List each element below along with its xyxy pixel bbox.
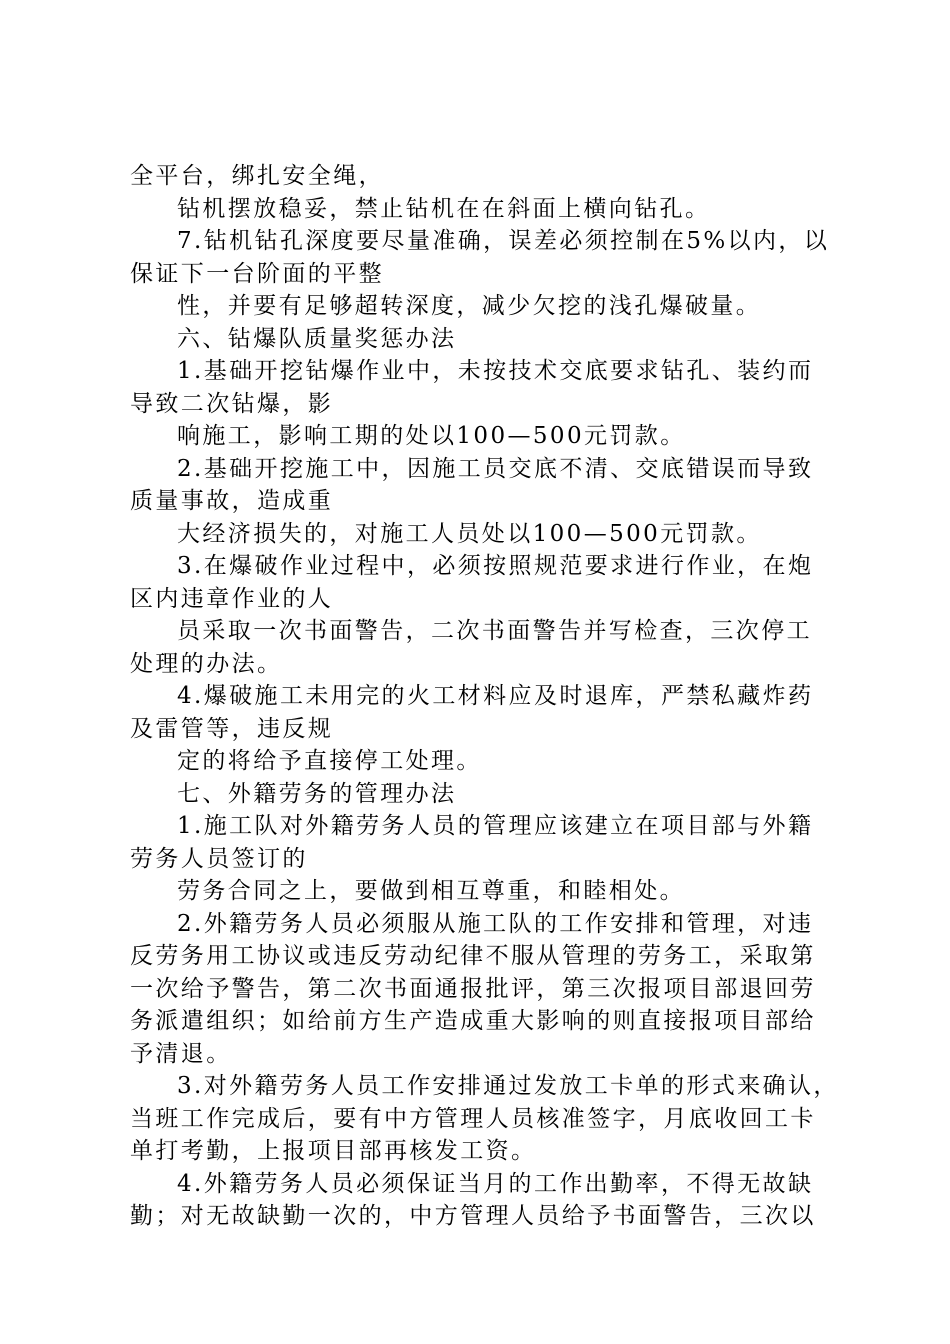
text-line: 保证下一台阶面的平整 xyxy=(130,260,384,287)
text-line: 处理的办法。 xyxy=(130,650,283,677)
text-line: 响施工，影响工期的处以100—500元罚款。 xyxy=(177,423,686,449)
text-line: 导致二次钻爆，影 xyxy=(130,390,334,417)
text-line: 当班工作完成后，要有中方管理人员核准签字，月底收回工卡 xyxy=(130,1105,816,1132)
text-line: 1.施工队对外籍劳务人员的管理应该建立在项目部与外籍 xyxy=(177,813,814,839)
text-line: 予清退。 xyxy=(130,1040,232,1067)
text-line: 2.外籍劳务人员必须服从施工队的工作安排和管理，对违 xyxy=(177,910,814,937)
text-line: 7.钻机钻孔深度要尽量准确，误差必须控制在5%以内，以 xyxy=(177,228,830,254)
text-line: 质量事故，造成重 xyxy=(130,488,334,514)
document-body xyxy=(130,160,839,1233)
text-line: 定的将给予直接停工处理。 xyxy=(177,748,482,774)
text-line: 1.基础开挖钻爆作业中，未按技术交底要求钻孔、装约而 xyxy=(177,358,814,384)
text-line: 大经济损失的，对施工人员处以100—500元罚款。 xyxy=(177,520,762,547)
text-line: 3.对外籍劳务人员工作安排通过发放工卡单的形式来确认， xyxy=(177,1073,839,1099)
text-line: 3.在爆破作业过程中，必须按照规范要求进行作业，在炮 xyxy=(177,553,814,579)
text-line: 2.基础开挖施工中，因施工员交底不清、交底错误而导致 xyxy=(177,455,814,482)
text-line: 一次给予警告，第二次书面通报批评，第三次报项目部退回劳 xyxy=(130,975,816,1002)
text-line: 性，并要有足够超转深度，减少欠挖的浅孔爆破量。 xyxy=(177,293,762,319)
text-line: 员采取一次书面警告，二次书面警告并写检查，三次停工 xyxy=(177,618,812,644)
text-line: 单打考勤，上报项目部再核发工资。 xyxy=(130,1138,537,1164)
text-line: 勤；对无故缺勤一次的，中方管理人员给予书面警告，三次以 xyxy=(130,1203,816,1229)
text-line: 七、外籍劳务的管理办法 xyxy=(177,780,457,807)
text-line: 劳务人员签订的 xyxy=(130,845,308,872)
text-line: 劳务合同之上，要做到相互尊重，和睦相处。 xyxy=(177,878,685,904)
text-line: 六、钻爆队质量奖惩办法 xyxy=(177,325,457,352)
text-line: 及雷管等，违反规 xyxy=(130,715,334,742)
text-line: 钻机摆放稳妥，禁止钻机在在斜面上横向钻孔。 xyxy=(177,195,711,222)
text-line: 区内违章作业的人 xyxy=(130,585,334,612)
text-line: 反劳务用工协议或违反劳动纪律不服从管理的劳务工，采取第 xyxy=(130,943,816,969)
text-line: 4.爆破施工未用完的火工材料应及时退库，严禁私藏炸药 xyxy=(177,683,814,709)
text-line: 务派遣组织；如给前方生产造成重大影响的则直接报项目部给 xyxy=(130,1008,816,1034)
text-line: 全平台，绑扎安全绳， xyxy=(130,163,384,189)
text-line: 4.外籍劳务人员必须保证当月的工作出勤率，不得无故缺 xyxy=(177,1170,814,1197)
